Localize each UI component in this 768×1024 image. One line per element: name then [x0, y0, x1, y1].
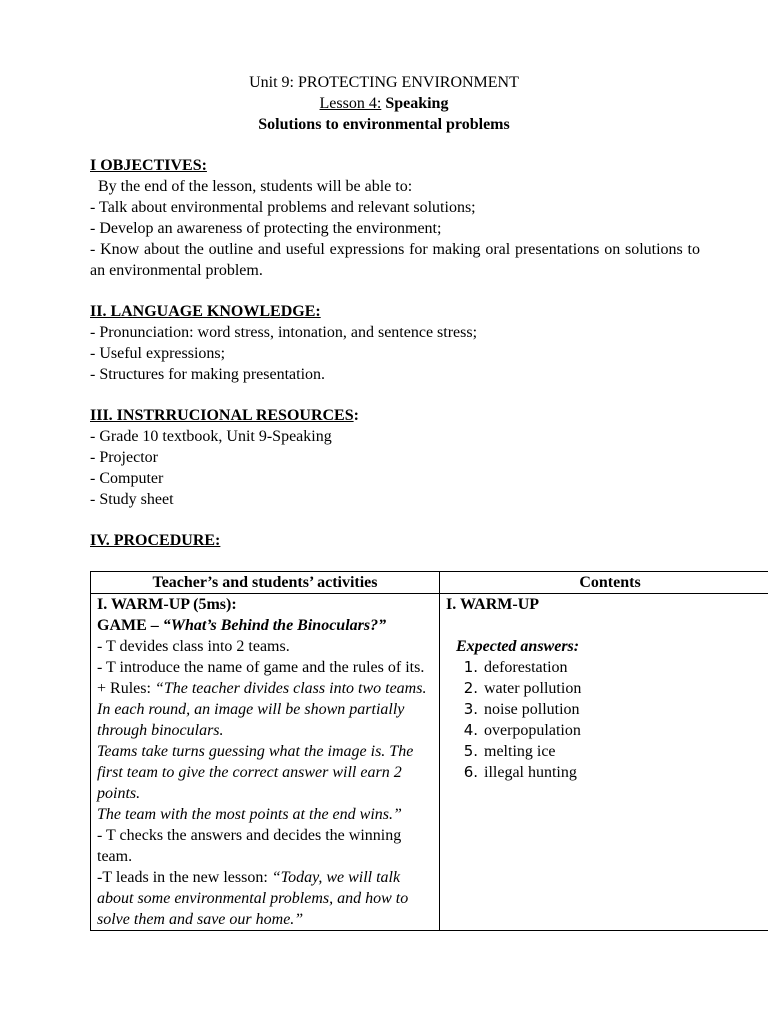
contents-heading: I. WARM-UP: [446, 596, 540, 613]
answer-text: deforestation: [484, 659, 568, 676]
list-item: [446, 678, 768, 699]
language-heading: II. LANGUAGE KNOWLEDGE:: [90, 303, 321, 320]
lesson-name: Speaking: [381, 95, 449, 112]
lesson-subtitle: Solutions to environmental problems: [258, 116, 510, 133]
answer-number: 2.: [463, 679, 478, 697]
answer-text: illegal hunting: [484, 764, 577, 781]
rules-label: + Rules:: [97, 680, 155, 697]
resources-section: [90, 405, 700, 510]
game-label: GAME –: [97, 617, 163, 634]
objective-item: - Know about the outline and useful expressions for making oral presentations on solutions to an environmental problem.: [90, 241, 700, 279]
lead-in-block: [97, 867, 433, 930]
answer-text: melting ice: [484, 743, 556, 760]
lesson-line: [0, 93, 768, 114]
resource-item: - Study sheet: [90, 491, 174, 508]
list-item: [446, 720, 768, 741]
activities-cell: [91, 594, 440, 931]
activity-step: - T devides class into 2 teams.: [97, 638, 290, 655]
warmup-row: [91, 594, 768, 931]
rules-text-2: Teams take turns guessing what the image is. The first team to give the correct answer will earn 2 points.: [97, 743, 414, 802]
answer-number: 6.: [463, 763, 478, 781]
language-item: - Useful expressions;: [90, 345, 226, 362]
expected-answers-label: Expected answers:: [456, 638, 580, 655]
lesson-label: Lesson 4:: [319, 95, 382, 112]
resources-heading-colon: :: [353, 407, 359, 424]
rules-text-3: The team with the most points at the end wins.”: [97, 806, 402, 823]
list-item: [446, 741, 768, 762]
answer-number: 3.: [463, 700, 478, 718]
resource-item: - Computer: [90, 470, 164, 487]
col-contents-header: Contents: [440, 572, 768, 594]
procedure-heading: IV. PROCEDURE:: [90, 532, 221, 549]
table-header-row: [91, 572, 768, 594]
answer-number: 5.: [463, 742, 478, 760]
list-item: [446, 699, 768, 720]
objectives-heading: I OBJECTIVES:: [90, 157, 207, 174]
list-item: [446, 657, 768, 678]
language-section: [90, 301, 700, 385]
answer-text: water pollution: [484, 680, 582, 697]
resources-heading: III. INSTRRUCIONAL RESOURCES: [90, 407, 354, 424]
spacer: [446, 615, 768, 636]
resource-item: - Grade 10 textbook, Unit 9-Speaking: [90, 428, 332, 445]
rules-text: “The teacher divides class into two teams. In each round, an image will be shown partially through binoculars.: [97, 680, 427, 739]
unit-title: Unit 9: PROTECTING ENVIRONMENT: [249, 74, 519, 91]
procedure-section: [90, 530, 700, 551]
list-item: [446, 762, 768, 783]
rules-block: [97, 678, 433, 741]
language-item: - Pronunciation: word stress, intonation, and sentence stress;: [90, 324, 478, 341]
objective-item: - Develop an awareness of protecting the environment;: [90, 220, 442, 237]
activity-step: - T introduce the name of game and the rules of its.: [97, 659, 425, 676]
objectives-section: [90, 155, 700, 281]
resource-item: - Projector: [90, 449, 158, 466]
objectives-intro: By the end of the lesson, students will be able to:: [98, 178, 413, 195]
answer-number: 1.: [463, 658, 478, 676]
answer-text: overpopulation: [484, 722, 581, 739]
lead-in-quote: “Today, we will talk about some environmental problems, and how to solve them and save our home.”: [97, 869, 409, 928]
contents-cell: [440, 594, 768, 931]
language-item: - Structures for making presentation.: [90, 366, 326, 383]
resources-heading-line: [90, 405, 700, 426]
title-block: [0, 72, 768, 135]
answers-list: [446, 657, 768, 783]
activity-step: - T checks the answers and decides the winning team.: [97, 827, 402, 865]
answer-number: 4.: [463, 721, 478, 739]
objective-item: - Talk about environmental problems and relevant solutions;: [90, 199, 476, 216]
warmup-heading: I. WARM-UP (5ms):: [97, 596, 237, 613]
game-line: [97, 615, 433, 636]
lead-in-label: -T leads in the new lesson:: [97, 869, 272, 886]
game-name: “What’s Behind the Binoculars?”: [162, 617, 387, 634]
procedure-table: [90, 571, 768, 931]
answer-text: noise pollution: [484, 701, 580, 718]
col-activities-header: Teacher’s and students’ activities: [91, 572, 440, 594]
